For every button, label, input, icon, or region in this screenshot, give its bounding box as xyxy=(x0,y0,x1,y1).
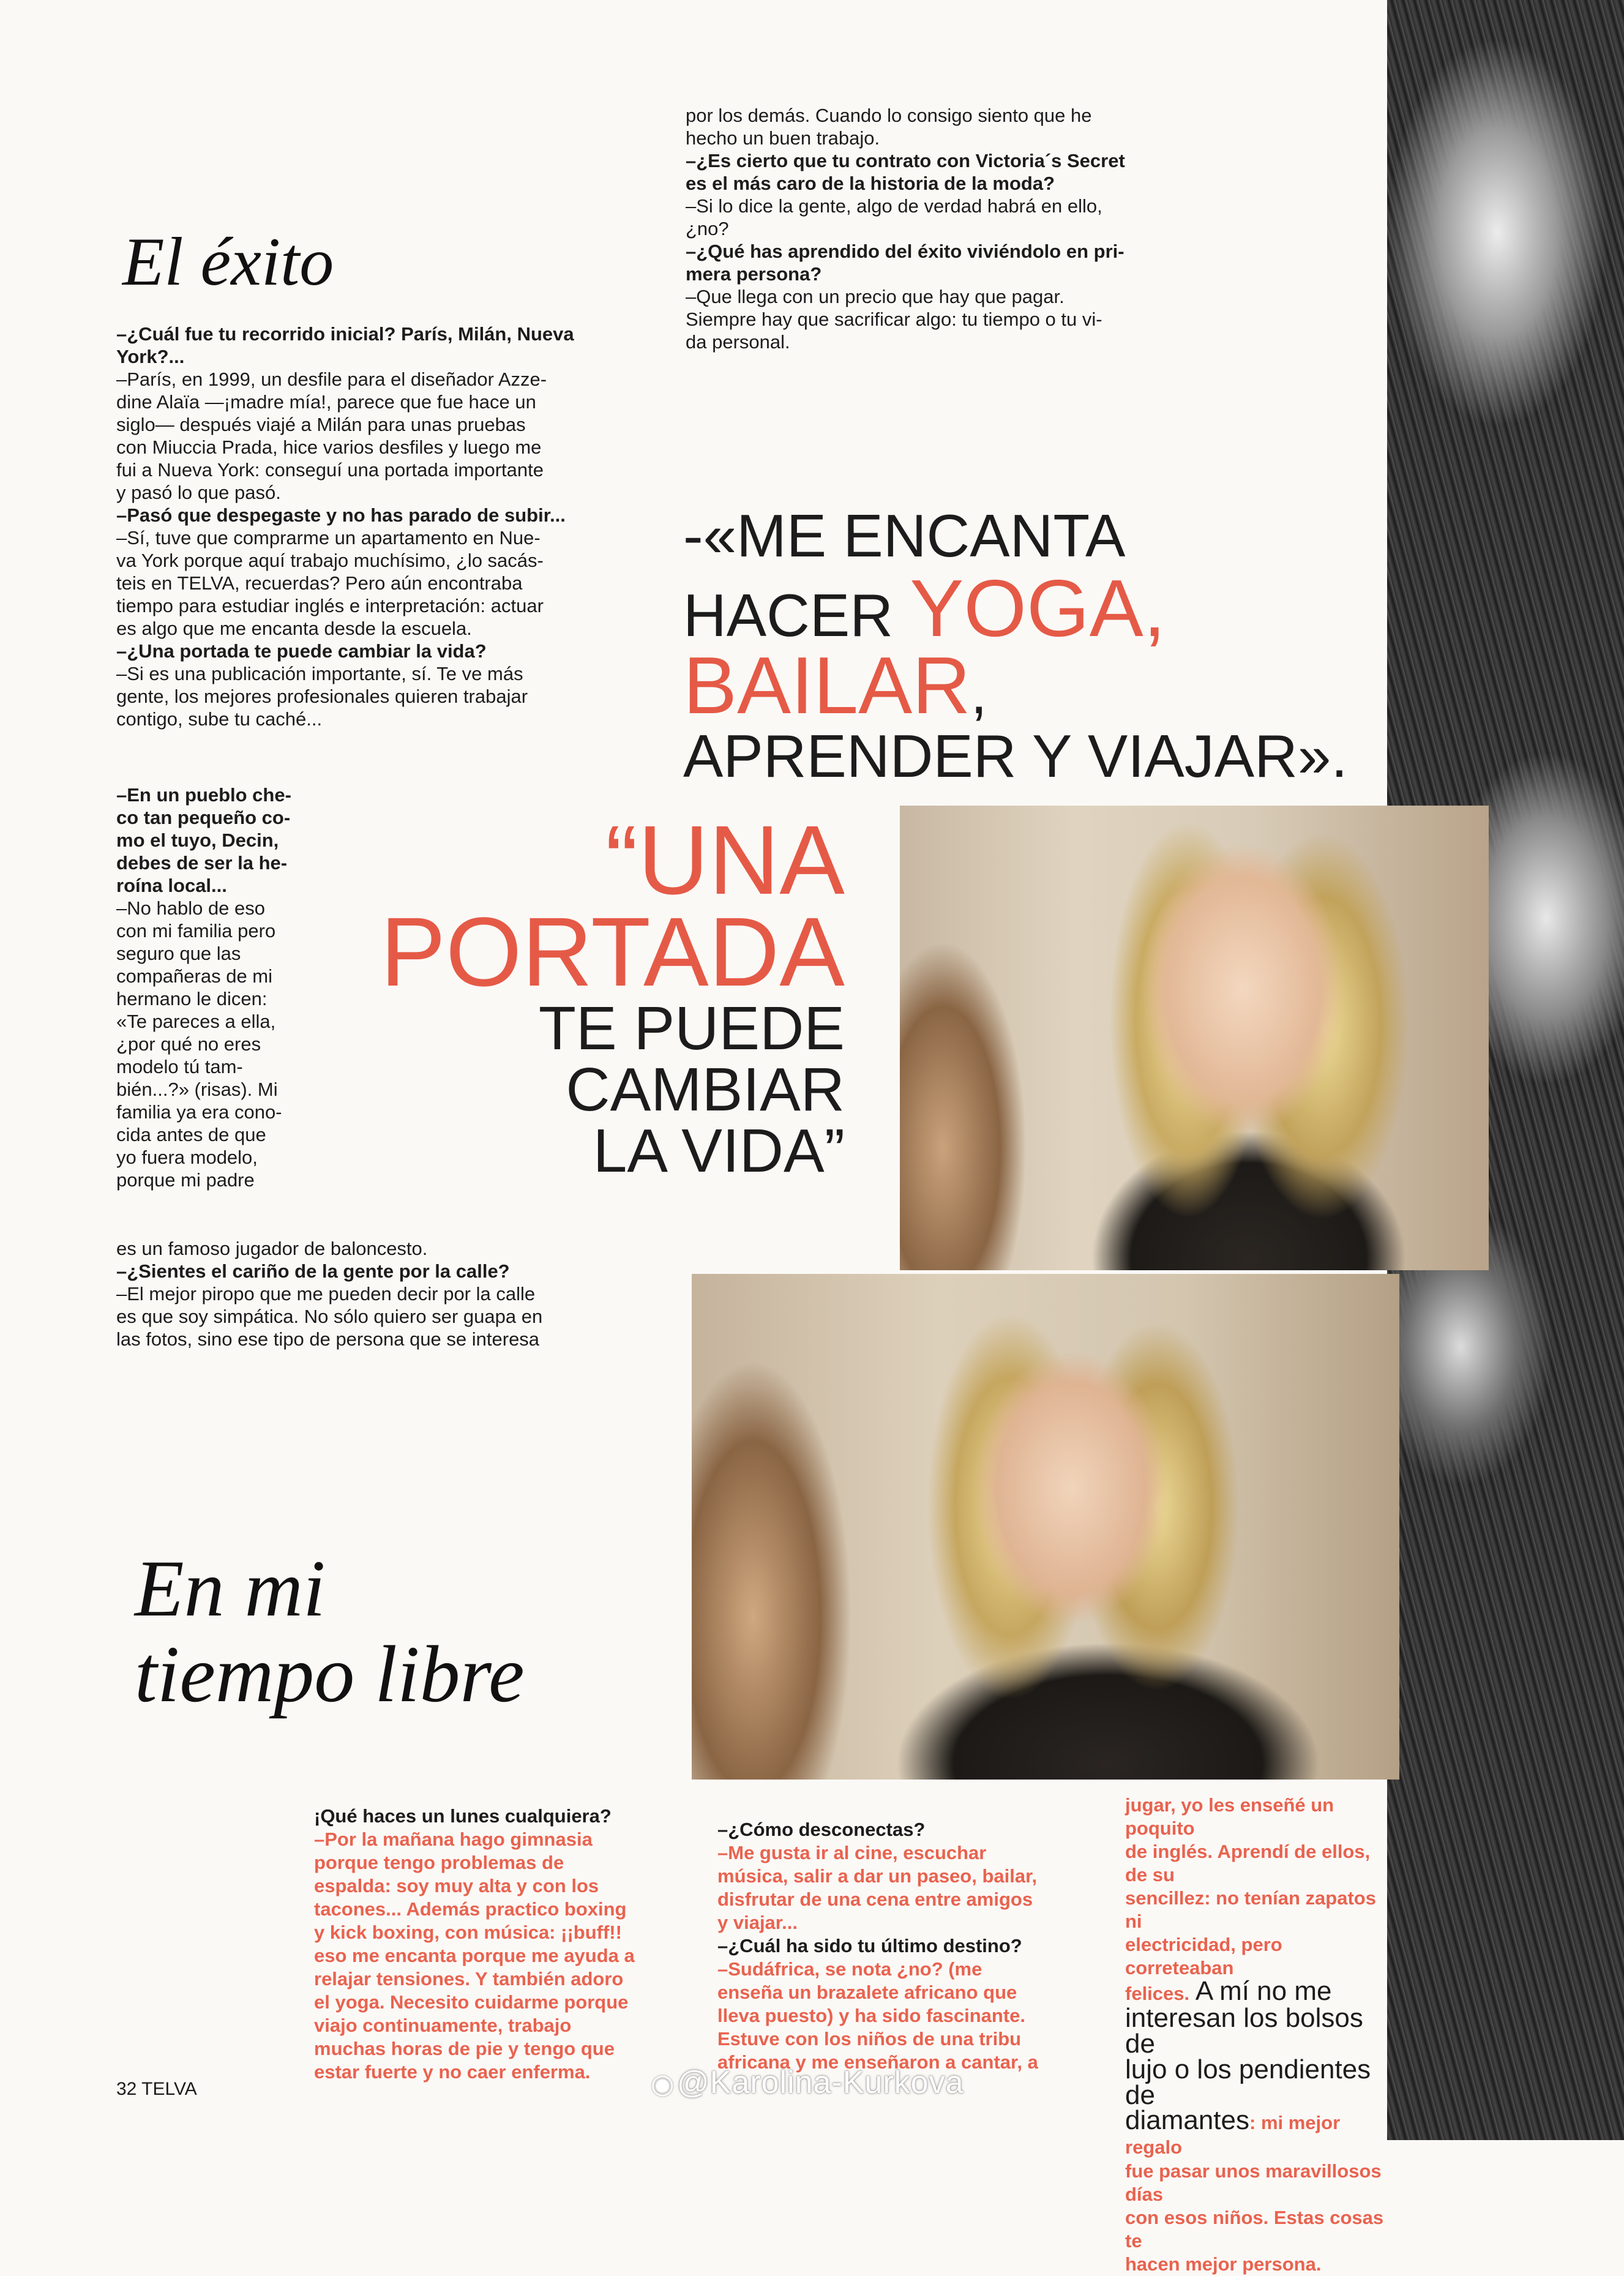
bcol3after-line: hacen mejor persona. xyxy=(1125,2253,1322,2275)
pull-quote-portada-line3: TE PUEDE xyxy=(538,994,845,1063)
col1narrow-line: con mi familia pero xyxy=(116,920,276,941)
col1-line: fui a Nueva York: conseguí una portada importante xyxy=(116,459,544,481)
section-title-tiempo-libre-line2: tiempo libre xyxy=(135,1629,525,1719)
col1narrow-line: roína local... xyxy=(116,875,227,896)
col1tail-line: –El mejor piropo que me pueden decir por la calle xyxy=(116,1283,536,1305)
bcol1-line: el yoga. Necesito cuidarme porque xyxy=(314,1991,629,2013)
col2-line: –Que llega con un precio que hay que pagar. xyxy=(686,286,1065,307)
col1narrow-line: familia ya era cono- xyxy=(116,1101,282,1123)
bcol1-line: viajo continuamente, trabajo xyxy=(314,2015,572,2036)
col1-line: dine Alaïa —¡madre mía!, parece que fue hace un xyxy=(116,391,536,413)
watermark-text: @Karolina-Kurkova xyxy=(676,2065,964,2100)
col1narrow-line: cida antes de que xyxy=(116,1124,266,1145)
bcol2-line: –Sudáfrica, se nota ¿no? (me xyxy=(717,1958,982,1980)
col1narrow-line: mo el tuyo, Decin, xyxy=(116,829,279,851)
pull-quote-comma: , xyxy=(970,659,987,726)
bottom-column-1 xyxy=(314,1805,694,2084)
bcol1-line: muchas horas de pie y tengo que xyxy=(314,2038,615,2059)
bottom-column-3-mixed1 xyxy=(1125,1976,1394,2006)
bcol1-line: tacones... Además practico boxing xyxy=(314,1898,627,1920)
felices-text: felices. xyxy=(1125,1983,1190,2004)
col1tail-line: las fotos, sino ese tipo de persona que se interesa xyxy=(116,1328,540,1350)
col1narrow-line: bién...?» (risas). Mi xyxy=(116,1079,278,1100)
diamantes-text: diamantes xyxy=(1125,2105,1250,2135)
pendientes-text: lujo o los pendientes de xyxy=(1125,2054,1371,2110)
pull-quote-portada xyxy=(343,805,845,1185)
bcol2-line: africana y me enseñaron a cantar, a xyxy=(717,2051,1038,2073)
col1-line: teis en TELVA, recuerdas? Pero aún encontraba xyxy=(116,572,523,594)
pull-quote-yoga-line2 xyxy=(683,563,1387,653)
col2-line: por los demás. Cuando lo consigo siento que he xyxy=(686,105,1092,126)
col1narrow-line: «Te pareces a ella, xyxy=(116,1011,276,1032)
pull-quote-yoga-line4: APRENDER Y VIAJAR». xyxy=(683,722,1348,790)
bcol3after-line: fue pasar unos maravillosos días xyxy=(1125,2160,1382,2205)
bcol3before-line: sencillez: no tenían zapatos ni xyxy=(1125,1887,1376,1932)
col2-line: ¿no? xyxy=(686,218,729,239)
bcol1-line: relajar tensiones. Y también adoro xyxy=(314,1968,624,1990)
col2-line: es el más caro de la historia de la moda? xyxy=(686,173,1055,194)
col2-line: Siempre hay que sacrificar algo: tu tiempo o tu vi- xyxy=(686,309,1102,330)
bcol1-line: espalda: soy muy alta y con los xyxy=(314,1875,599,1896)
bcol3before-line: jugar, yo les enseñé un poquito xyxy=(1125,1794,1334,1839)
col1tail-line: es un famoso jugador de baloncesto. xyxy=(116,1238,428,1259)
col1narrow-line: –No hablo de eso xyxy=(116,897,266,919)
a-mi-no-me-text: A mí no me xyxy=(1189,1976,1332,2006)
bottom-column-2 xyxy=(717,1818,1097,2074)
col1narrow-line: –En un pueblo che- xyxy=(116,784,291,806)
col2-line: da personal. xyxy=(686,331,790,353)
pull-quote-portada-line5: LA VIDA” xyxy=(593,1117,845,1185)
pull-quote-portada-line1: “UNA xyxy=(605,805,845,915)
bcol1-line: eso me encanta porque me ayuda a xyxy=(314,1945,635,1966)
pull-quote-yoga-line1: -«ME ENCANTA xyxy=(683,502,1126,569)
pull-quote-yoga-line3 xyxy=(683,640,1387,730)
pull-quote-yoga-word: YOGA, xyxy=(910,563,1166,653)
bottom-column-3-part1 xyxy=(1125,1794,1394,1980)
bcol2-line: –¿Cuál ha sido tu último destino? xyxy=(717,1935,1022,1956)
col2-line: –¿Es cierto que tu contrato con Victoria´s Secret xyxy=(686,150,1125,171)
bcol1-line: y kick boxing, con música: ¡¡buff!! xyxy=(314,1922,622,1943)
col2-line: –Si lo dice la gente, algo de verdad habrá en ello, xyxy=(686,195,1102,217)
pull-quote-portada-line2: PORTADA xyxy=(380,897,845,1006)
pull-quote-bailar-word: BAILAR xyxy=(683,640,971,730)
col1narrow-line: modelo tú tam- xyxy=(116,1056,243,1077)
col1-line: es algo que me encanta desde la escuela. xyxy=(116,618,472,639)
bcol3after-line: con esos niños. Estas cosas te xyxy=(1125,2207,1384,2252)
col1-line: va York porque aquí trabajo muchísimo, ¿lo sacás- xyxy=(116,550,544,571)
bcol2-line: disfrutar de una cena entre amigos xyxy=(717,1889,1033,1910)
col1tail-line: es que soy simpática. No sólo quiero ser guapa en xyxy=(116,1306,543,1327)
col1narrow-line: yo fuera modelo, xyxy=(116,1147,258,1168)
pull-quote-yoga-hacer: HACER xyxy=(683,582,910,649)
col2-line: hecho un buen trabajo. xyxy=(686,127,880,149)
bcol2-line: y viajar... xyxy=(717,1912,798,1933)
col1-line: –¿Cuál fue tu recorrido inicial? París, Milán, Nueva xyxy=(116,323,574,345)
col2-line: mera persona? xyxy=(686,263,822,285)
col1-line: siglo— después viajé a Milán para unas pruebas xyxy=(116,414,526,435)
col1-line: con Miuccia Prada, hice varios desfiles y luego me xyxy=(116,436,542,458)
col1-line: tiempo para estudiar inglés e interpretación: actuar xyxy=(116,595,544,616)
col1-line: –Sí, tuve que comprarme un apartamento en Nue- xyxy=(116,527,541,548)
bcol1-line: estar fuerte y no caer enferma. xyxy=(314,2061,591,2083)
column-1-tail-text xyxy=(116,1237,655,1350)
col2-line: –¿Qué has aprendido del éxito viviéndolo en pri- xyxy=(686,241,1124,262)
col1-line: –París, en 1999, un desfile para el diseñador Azze- xyxy=(116,369,547,390)
col1narrow-line: compañeras de mi xyxy=(116,965,273,987)
col1-line: contigo, sube tu caché... xyxy=(116,708,323,730)
bolsos-text: interesan los bolsos de xyxy=(1125,2003,1363,2059)
col1tail-line: –¿Sientes el cariño de la gente por la calle? xyxy=(116,1260,510,1282)
bcol2-line: –¿Cómo desconectas? xyxy=(717,1819,926,1840)
column-2-text xyxy=(686,104,1224,353)
column-1-text xyxy=(116,323,649,730)
section-title-exito: El éxito xyxy=(122,224,334,300)
pull-quote-portada-line4: CAMBIAR xyxy=(566,1055,845,1124)
col1narrow-line: porque mi padre xyxy=(116,1169,255,1191)
bcol3before-line: de inglés. Aprendí de ellos, de su xyxy=(1125,1841,1371,1885)
bottom-column-3-mixed2 xyxy=(1125,2105,1394,2160)
page-folio: 32 TELVA xyxy=(116,2079,197,2099)
pull-quote-yoga xyxy=(683,502,1387,790)
bcol1-line: porque tengo problemas de xyxy=(314,1852,564,1873)
bottom-column-3 xyxy=(1125,1794,1394,2276)
bcol1-line: ¡Qué haces un lunes cualquiera? xyxy=(314,1805,612,1827)
bottom-column-3-part2 xyxy=(1125,2160,1394,2276)
col1-line: –Si es una publicación importante, sí. Te ve más xyxy=(116,663,523,684)
section-title-tiempo-libre xyxy=(135,1543,525,1719)
bcol2-line: lleva puesto) y ha sido fascinante. xyxy=(717,2005,1026,2026)
mejor-regalo-text: : mi mejor regalo xyxy=(1125,2112,1341,2158)
bcol2-line: –Me gusta ir al cine, escuchar xyxy=(717,1842,987,1863)
col1narrow-line: co tan pequeño co- xyxy=(116,807,291,828)
bcol2-line: enseña un brazalete africano que xyxy=(717,1982,1017,2003)
col1-line: gente, los mejores profesionales quieren trabajar xyxy=(116,686,528,707)
photo-model-mirror-bottom xyxy=(692,1274,1399,1780)
bcol2-line: Estuve con los niños de una tribu xyxy=(717,2028,1022,2050)
bcol3before-line: electricidad, pero correteaban xyxy=(1125,1934,1282,1978)
section-title-tiempo-libre-line1: En mi xyxy=(135,1543,326,1633)
col1narrow-line: debes de ser la he- xyxy=(116,852,288,874)
col1-line: –¿Una portada te puede cambiar la vida? xyxy=(116,640,487,662)
col1narrow-line: seguro que las xyxy=(116,943,241,964)
watermark xyxy=(651,2064,964,2101)
col1narrow-line: ¿por qué no eres xyxy=(116,1033,261,1055)
bcol2-line: música, salir a dar un paseo, bailar, xyxy=(717,1865,1038,1887)
weibo-icon: ◉ xyxy=(651,2069,675,2099)
bcol1-line: –Por la mañana hago gimnasia xyxy=(314,1829,593,1850)
column-1-narrow-text xyxy=(116,784,337,1191)
col1narrow-line: hermano le dicen: xyxy=(116,988,268,1009)
photo-model-mirror-top xyxy=(900,806,1489,1270)
col1-line: York?... xyxy=(116,346,185,367)
col1-line: –Pasó que despegaste y no has parado de subir... xyxy=(116,504,566,526)
col1-line: y pasó lo que pasó. xyxy=(116,482,281,503)
